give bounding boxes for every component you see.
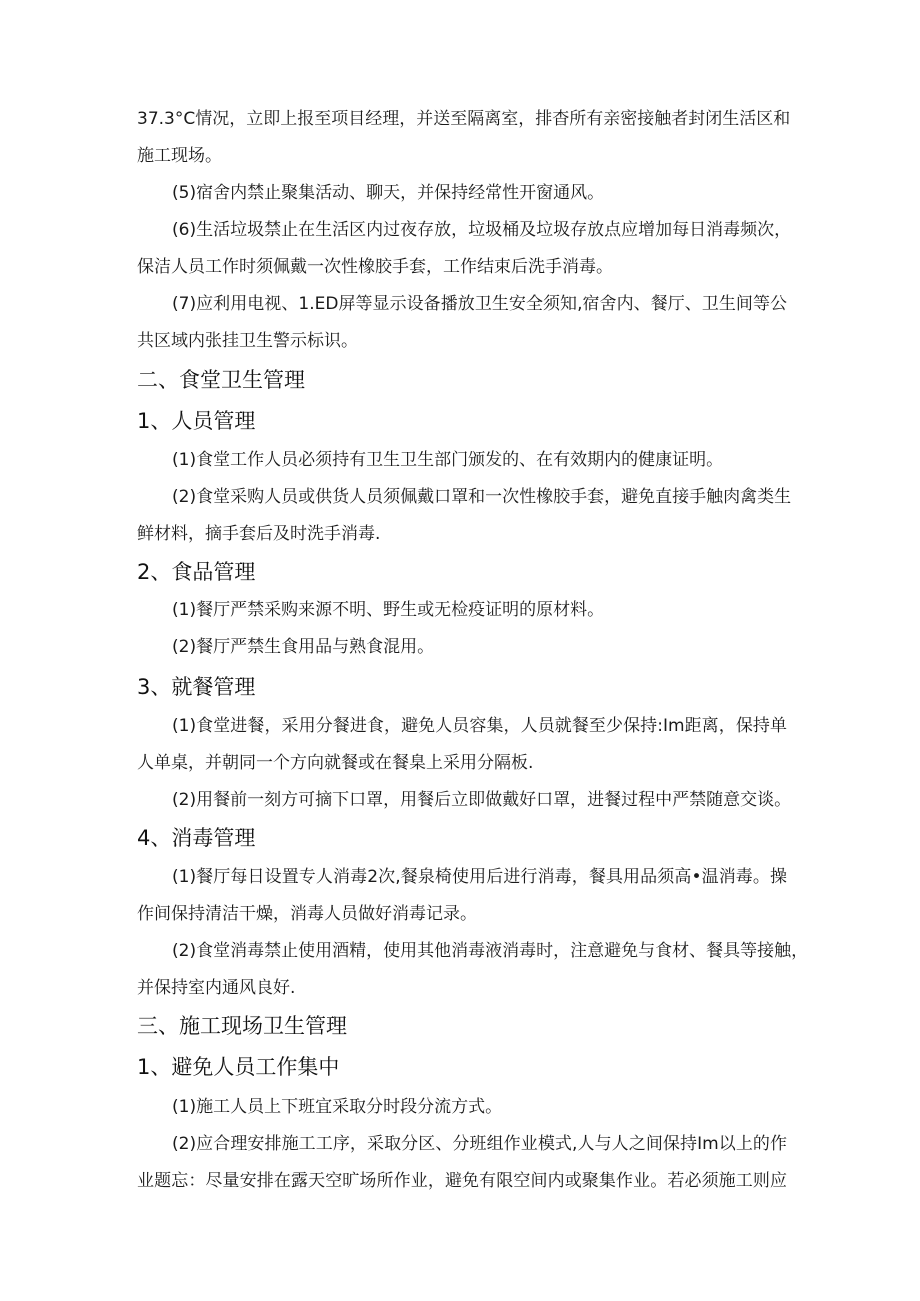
body-line: 保洁人员工作时须佩戴一次性橡胶手套，工作结束后洗手消毒。 — [137, 257, 613, 277]
body-line: 并保持室内通风良好. — [137, 978, 296, 998]
body-line: (2)食堂采购人员或供货人员须佩戴口罩和一次性橡胶手套，避免直接手触肉禽类生 — [172, 487, 792, 507]
body-line: (2)用餐前一刻方可摘下口罩，用餐后立即做戴好口罩，进餐过程中严禁随意交谈。 — [172, 790, 792, 810]
body-line: (1)餐厅严禁采购来源不明、野生或无检疫证明的原材料。 — [172, 600, 605, 620]
subsection-heading: 3、就餐管理 — [137, 675, 256, 699]
body-line: (5)宿舍内禁止聚集活动、聊天，并保持经常性开窗通风。 — [172, 183, 605, 203]
body-line: 施工现场。 — [137, 146, 222, 166]
subsection-heading: 1、避免人员工作集中 — [137, 1055, 340, 1079]
subsection-heading: 4、消毒管理 — [137, 826, 256, 850]
body-line: 业题忘：尽量安排在露天空旷场所作业，避免有限空间内或聚集作业。若必须施工则应 — [137, 1171, 787, 1191]
section-heading: 二、食堂卫生管理 — [137, 368, 305, 392]
body-line: 鲜材料，摘手套后及时洗手消毒. — [137, 524, 381, 544]
body-line: (1)施工人员上下班宜采取分时段分流方式。 — [172, 1097, 503, 1117]
subsection-heading: 2、食品管理 — [137, 560, 256, 584]
subsection-heading: 1、人员管理 — [137, 409, 256, 433]
body-line: (6)生活垃圾禁止在生活区内过夜存放，垃圾桶及垃圾存放点应增加每日消毒频次， — [172, 220, 792, 240]
section-heading: 三、施工现场卫生管理 — [137, 1014, 347, 1038]
body-line: (7)应利用电视、1.ED屏等显示设备播放卫生安全须知,宿舍内、餐厅、卫生间等公 — [172, 294, 787, 314]
body-line: (1)餐厅每日设置专人消毒2次,餐泉椅使用后进行消毒，餐具用品须高•温消毒。操 — [172, 867, 787, 887]
body-line: (2)食堂消毒禁止使用酒精，使用其他消毒液消毒时，注意避免与食材、餐具等接触， — [172, 941, 809, 961]
body-line: 作间保持清洁干燥，消毒人员做好消毒记录。 — [137, 904, 477, 924]
body-line: (2)应合理安排施工工序，采取分区、分班组作业模式,人与人之间保持Im以上的作 — [172, 1134, 787, 1154]
body-line: 37.3°C情况，立即上报至项目经理，并送至隔离室，排杳所有亲密接触者封闭生活区和 — [137, 109, 791, 129]
body-line: (1)食堂进餐，采用分餐进食，避免人员容集，人员就餐至少保持:Im距离，保持单 — [172, 716, 787, 736]
body-line: (2)餐厅严禁生食用品与熟食混用。 — [172, 637, 435, 657]
body-line: 共区域内张挂卫生警示标识。 — [137, 331, 358, 351]
body-line: (1)食堂工作人员必须持有卫生卫生部门颁发的、在有效期内的健康证明。 — [172, 450, 724, 470]
body-line: 人单桌，并朝同一个方向就餐或在餐臬上采用分隔板. — [137, 753, 534, 773]
